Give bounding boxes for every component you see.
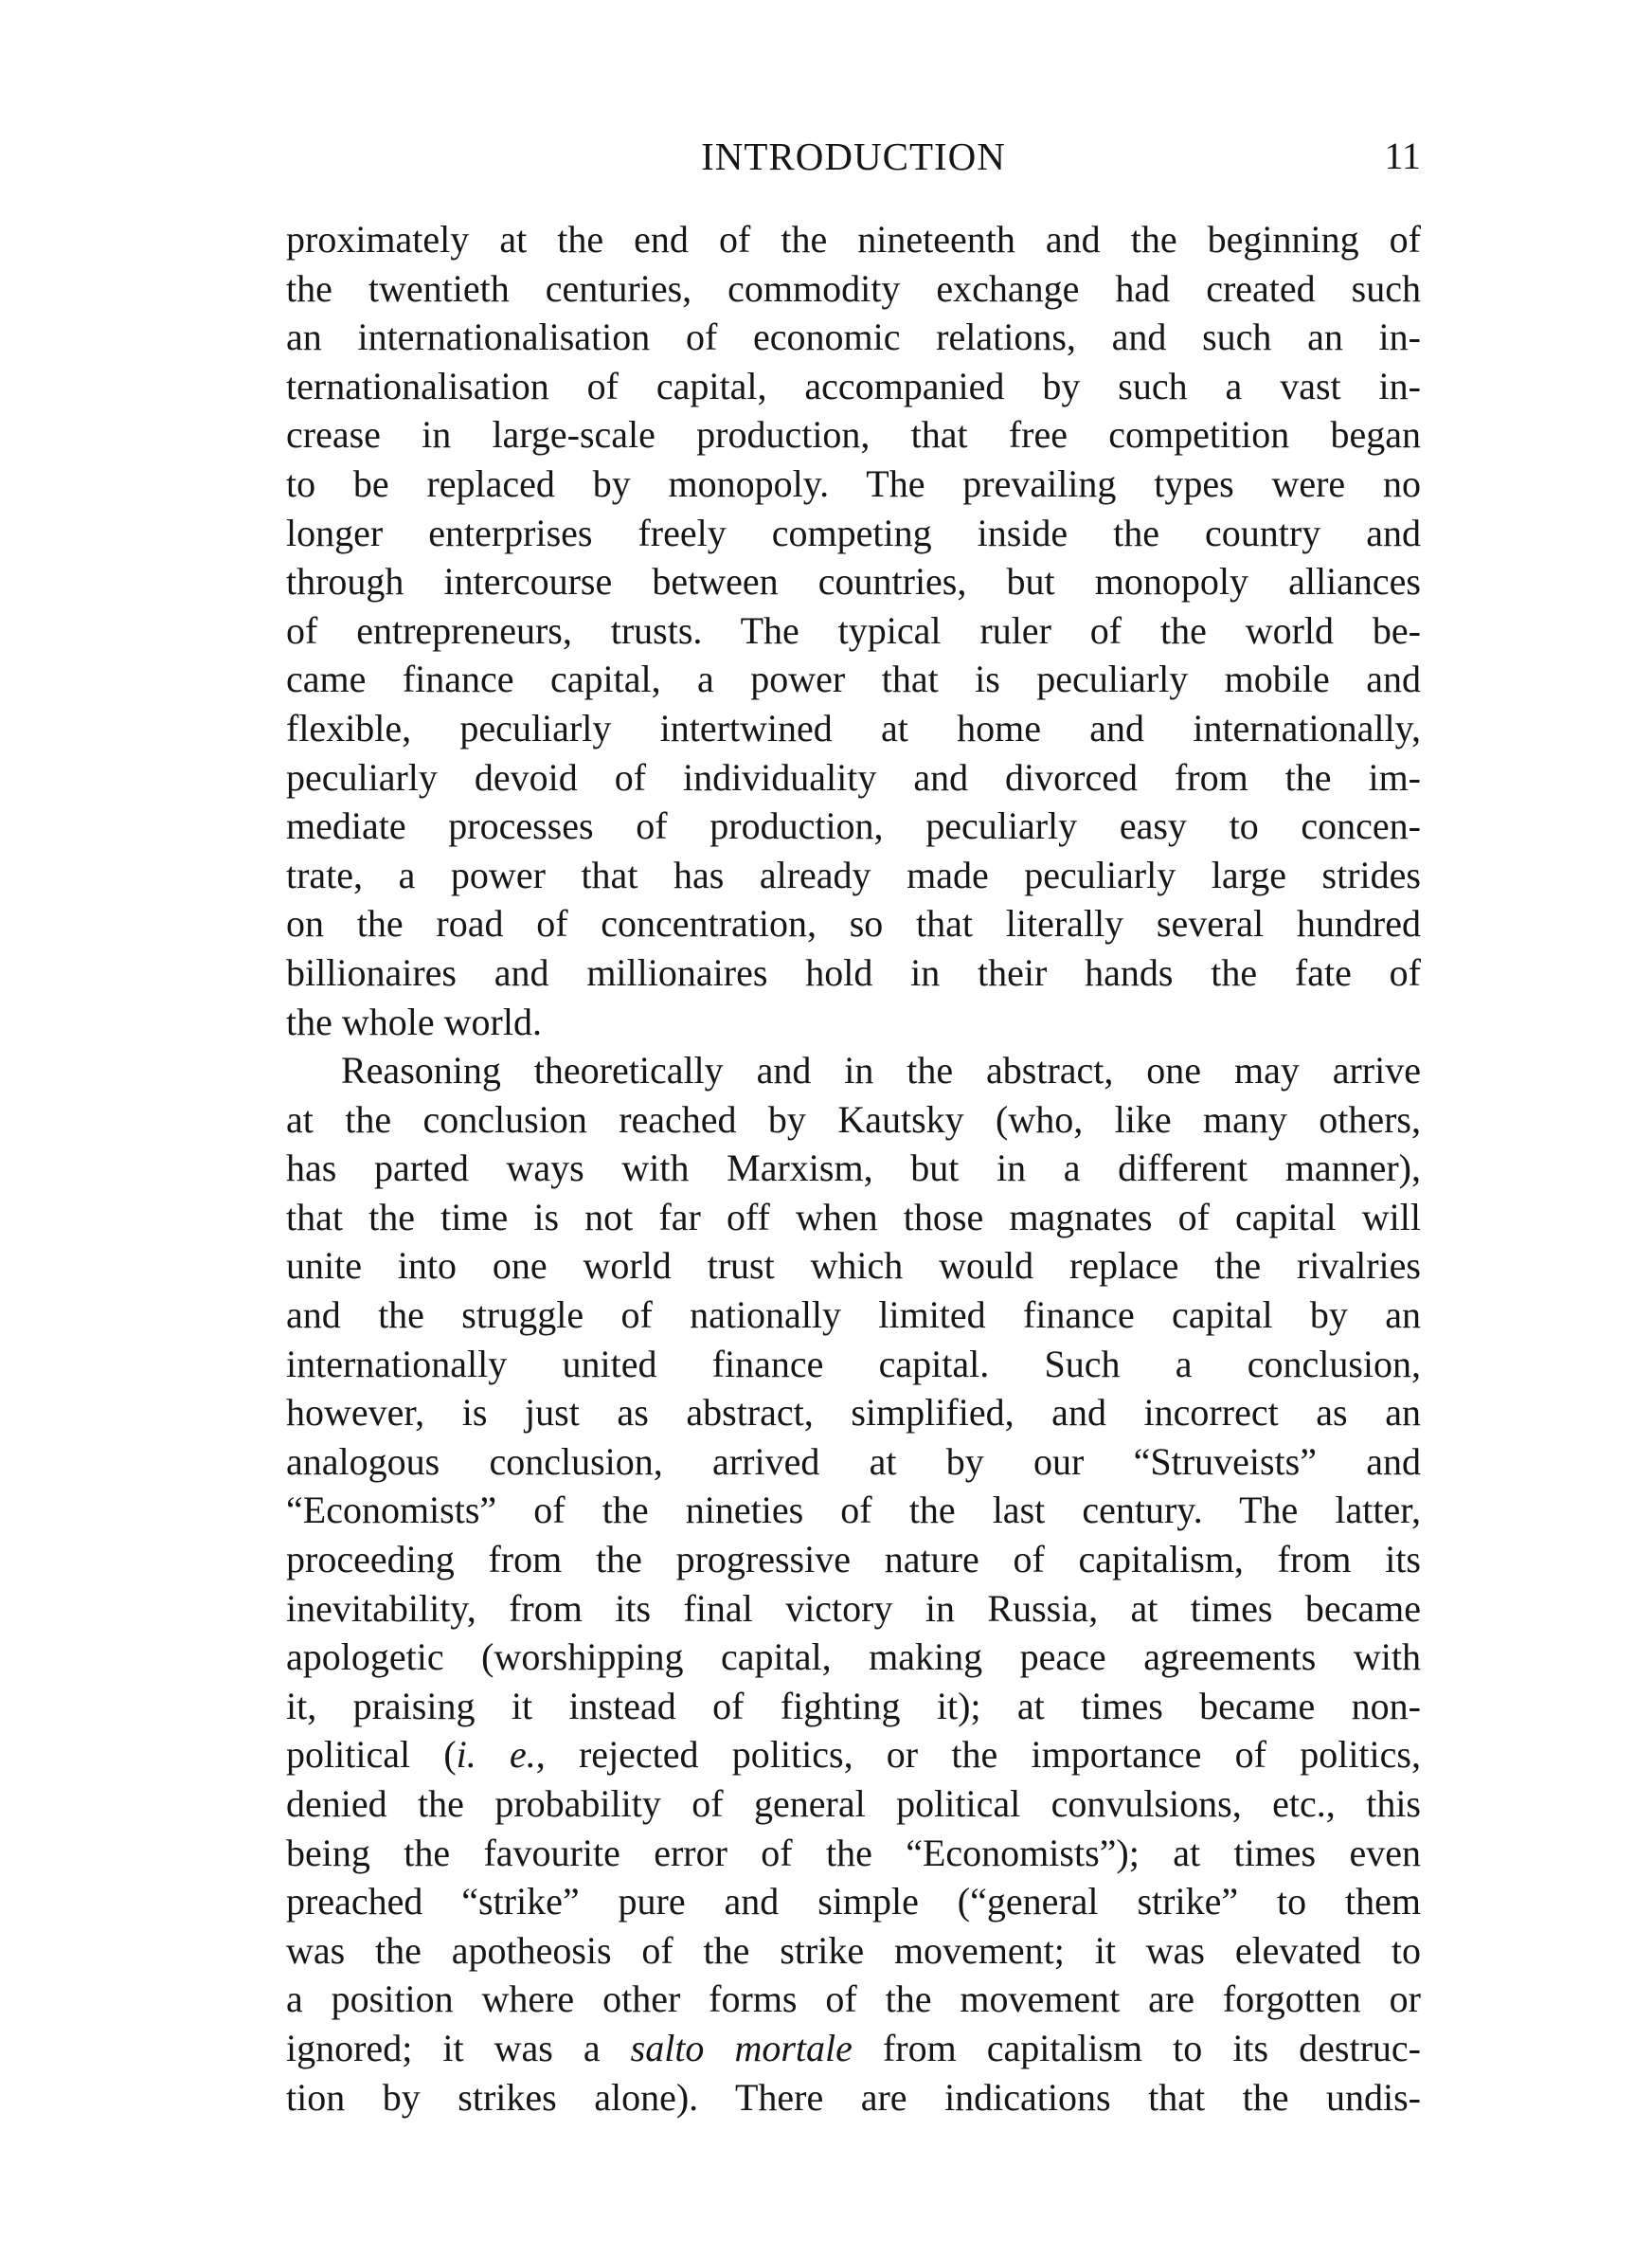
text-line: inevitability, from its final victory in Russia, at times became [286,1586,1421,1630]
text-line: on the road of concentration, so that literally several hundred [286,902,1421,946]
text-line: “Economists” of the nineties of the last century. The latter, [286,1489,1421,1532]
text-line: tion by strikes alone). There are indications that the undis- [286,2075,1421,2119]
text-line: proximately at the end of the nineteenth and the beginning of [286,218,1421,261]
text-line: of entrepreneurs, trusts. The typical ruler of the world be- [286,608,1421,652]
text-line: crease in large-scale production, that free competition began [286,413,1421,457]
text-line: denied the probability of general political convulsions, etc., this [286,1782,1421,1825]
text-line: has parted ways with Marxism, but in a different manner), [286,1147,1421,1190]
text-line-with-italic [286,2024,1421,2073]
body-text [286,215,1421,2122]
text-line: a position where other forms of the movement are forgotten or [286,1977,1421,2021]
text-segment: , rejected politics, or the importance of politics, [535,1733,1421,1777]
italic-abbreviation: i. e. [456,1733,536,1777]
paragraph-2 [286,1046,1421,2122]
text-line: billionaires and millionaires hold in their hands the fate of [286,950,1421,994]
paragraph-1 [286,215,1421,1046]
text-line: ternationalisation of capital, accompanied by such a vast in- [286,364,1421,407]
text-line: the whole world. [286,1000,542,1043]
text-line: was the apotheosis of the strike movement; it was elevated to [286,1928,1421,1972]
text-line: preached “strike” pure and simple (“general strike” to them [286,1880,1421,1923]
italic-phrase: salto mortale [630,2026,853,2069]
text-line: the twentieth centuries, commodity exchange had created such [286,266,1421,310]
running-title: INTRODUCTION [701,135,1006,178]
text-line: trate, a power that has already made peculiarly large strides [286,853,1421,896]
running-head [286,133,1421,180]
text-line: through intercourse between countries, but monopoly alliances [286,560,1421,604]
text-line: that the time is not far off when those magnates of capital will [286,1195,1421,1238]
text-line: apologetic (worshipping capital, making peace agreements with [286,1635,1421,1679]
text-segment: from capitalism to its destruc- [852,2026,1421,2069]
text-line: however, is just as abstract, simplified, and incorrect as an [286,1391,1421,1435]
text-segment: ignored; it was a [286,2026,631,2069]
text-line: peculiarly devoid of individuality and divorced from the im- [286,755,1421,799]
text-line: to be replaced by monopoly. The prevailing types were no [286,461,1421,505]
text-line: analogous conclusion, arrived at by our “Struveists” and [286,1439,1421,1483]
text-line: unite into one world trust which would replace the rivalries [286,1244,1421,1288]
text-segment: political ( [286,1733,457,1777]
text-line: longer enterprises freely competing inside the country and [286,511,1421,554]
text-line: it, praising it instead of fighting it); at times became non- [286,1684,1421,1727]
text-line: being the favourite error of the “Economists”); at times even [286,1831,1421,1874]
text-line: Reasoning theoretically and in the abstract, one may arrive [341,1049,1421,1092]
text-line: and the struggle of nationally limited finance capital by an [286,1293,1421,1337]
text-line-with-italic [286,1730,1421,1779]
page-number: 11 [1384,135,1421,177]
text-line: an internationalisation of economic relations, and such an in- [286,316,1421,359]
text-line: mediate processes of production, peculiarly easy to concen- [286,804,1421,848]
text-line: flexible, peculiarly intertwined at home and internationally, [286,706,1421,749]
text-line: internationally united finance capital. Such a conclusion, [286,1342,1421,1385]
text-line: proceeding from the progressive nature of capitalism, from its [286,1538,1421,1581]
text-line: came finance capital, a power that is peculiarly mobile and [286,658,1421,701]
text-line: at the conclusion reached by Kautsky (who, like many others, [286,1097,1421,1141]
